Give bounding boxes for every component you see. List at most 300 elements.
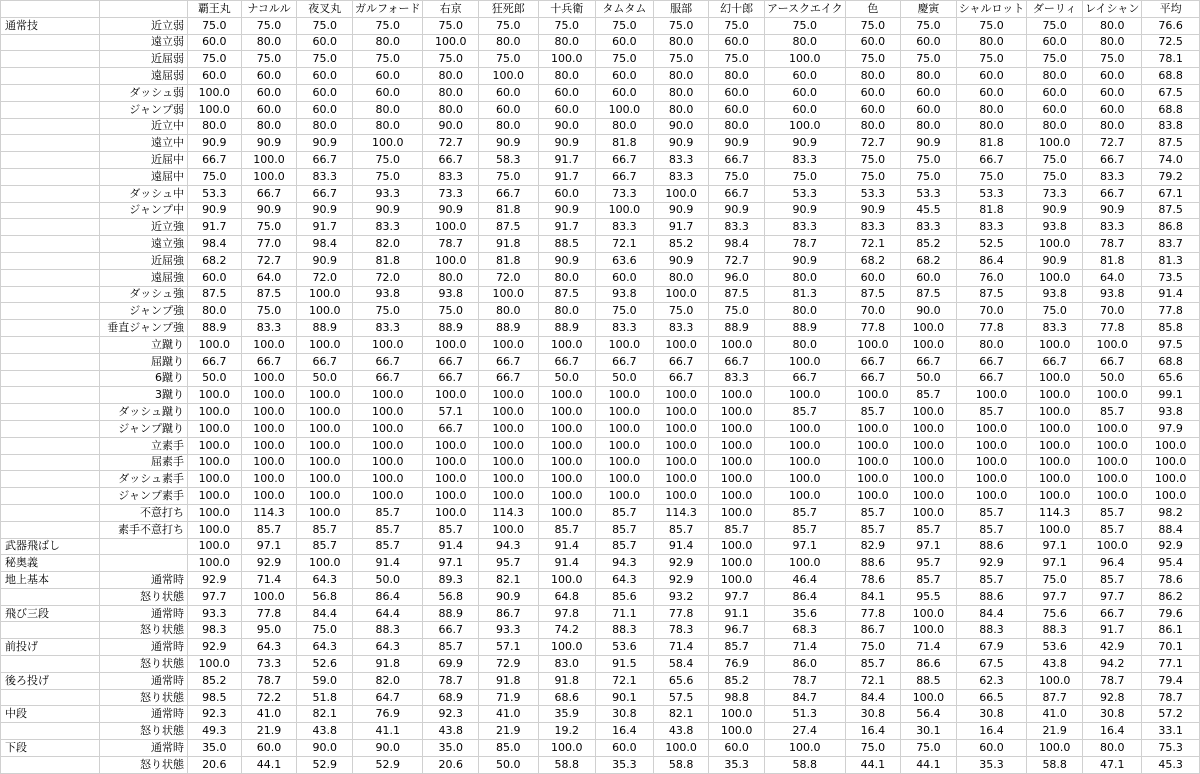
value-cell[interactable]: 95.7 <box>479 555 538 572</box>
value-cell[interactable]: 83.3 <box>709 219 765 236</box>
category-cell[interactable] <box>1 185 100 202</box>
value-cell[interactable]: 100.0 <box>188 538 242 555</box>
value-cell[interactable]: 52.9 <box>353 756 423 773</box>
value-cell[interactable]: 97.9 <box>1142 420 1200 437</box>
value-cell[interactable]: 85.7 <box>297 538 353 555</box>
value-cell[interactable]: 80.0 <box>653 68 709 85</box>
value-cell[interactable]: 75.0 <box>653 17 709 34</box>
value-cell[interactable]: 100.0 <box>188 504 242 521</box>
value-cell[interactable]: 90.9 <box>764 135 845 152</box>
column-header[interactable]: 幻十郎 <box>709 1 765 18</box>
value-cell[interactable]: 100.0 <box>709 555 765 572</box>
value-cell[interactable]: 63.6 <box>596 252 654 269</box>
move-name-cell[interactable]: 通常時 <box>100 605 188 622</box>
value-cell[interactable]: 100.0 <box>479 68 538 85</box>
value-cell[interactable]: 75.0 <box>1027 168 1083 185</box>
value-cell[interactable]: 100.0 <box>1027 454 1083 471</box>
value-cell[interactable]: 75.0 <box>297 17 353 34</box>
value-cell[interactable]: 84.4 <box>297 605 353 622</box>
move-name-cell[interactable]: 怒り状態 <box>100 689 188 706</box>
column-header[interactable]: アースクエイク <box>764 1 845 18</box>
value-cell[interactable]: 100.0 <box>709 572 765 589</box>
value-cell[interactable]: 100.0 <box>1027 387 1083 404</box>
value-cell[interactable]: 87.5 <box>845 286 901 303</box>
value-cell[interactable]: 86.4 <box>764 588 845 605</box>
value-cell[interactable]: 58.8 <box>538 756 596 773</box>
value-cell[interactable]: 100.0 <box>1027 740 1083 757</box>
value-cell[interactable]: 67.1 <box>1142 185 1200 202</box>
value-cell[interactable]: 92.9 <box>188 572 242 589</box>
value-cell[interactable]: 81.8 <box>353 252 423 269</box>
value-cell[interactable]: 82.1 <box>653 706 709 723</box>
value-cell[interactable]: 90.9 <box>538 202 596 219</box>
value-cell[interactable]: 85.6 <box>596 588 654 605</box>
value-cell[interactable]: 83.3 <box>596 219 654 236</box>
value-cell[interactable]: 85.7 <box>956 404 1027 421</box>
value-cell[interactable]: 90.9 <box>538 252 596 269</box>
value-cell[interactable]: 30.8 <box>845 706 901 723</box>
value-cell[interactable]: 53.6 <box>1027 639 1083 656</box>
value-cell[interactable]: 45.3 <box>1142 756 1200 773</box>
value-cell[interactable]: 100.0 <box>297 404 353 421</box>
value-cell[interactable]: 86.8 <box>1142 219 1200 236</box>
value-cell[interactable]: 41.0 <box>241 706 297 723</box>
value-cell[interactable]: 100.0 <box>956 437 1027 454</box>
value-cell[interactable]: 97.7 <box>188 588 242 605</box>
value-cell[interactable]: 44.1 <box>901 756 957 773</box>
value-cell[interactable]: 91.4 <box>653 538 709 555</box>
value-cell[interactable]: 52.6 <box>297 656 353 673</box>
value-cell[interactable]: 68.2 <box>901 252 957 269</box>
value-cell[interactable]: 100.0 <box>538 504 596 521</box>
value-cell[interactable]: 80.0 <box>353 118 423 135</box>
value-cell[interactable]: 44.1 <box>845 756 901 773</box>
value-cell[interactable]: 81.3 <box>764 286 845 303</box>
value-cell[interactable]: 100.0 <box>538 336 596 353</box>
value-cell[interactable]: 85.7 <box>709 639 765 656</box>
value-cell[interactable]: 60.0 <box>241 740 297 757</box>
value-cell[interactable]: 80.0 <box>709 68 765 85</box>
move-name-cell[interactable]: 近立弱 <box>100 17 188 34</box>
column-header[interactable]: ダーリィ <box>1027 1 1083 18</box>
value-cell[interactable]: 75.0 <box>353 303 423 320</box>
category-cell[interactable]: 通常技 <box>1 17 100 34</box>
value-cell[interactable]: 75.0 <box>241 303 297 320</box>
value-cell[interactable]: 100.0 <box>241 404 297 421</box>
value-cell[interactable]: 75.0 <box>1027 17 1083 34</box>
value-cell[interactable]: 75.0 <box>709 17 765 34</box>
value-cell[interactable]: 100.0 <box>479 420 538 437</box>
value-cell[interactable]: 51.8 <box>297 689 353 706</box>
value-cell[interactable]: 83.3 <box>901 219 957 236</box>
value-cell[interactable]: 100.0 <box>901 689 957 706</box>
value-cell[interactable]: 100.0 <box>1083 454 1142 471</box>
value-cell[interactable]: 97.1 <box>1027 555 1083 572</box>
move-name-cell[interactable]: 3蹴り <box>100 387 188 404</box>
value-cell[interactable]: 90.9 <box>297 135 353 152</box>
value-cell[interactable]: 100.0 <box>353 471 423 488</box>
value-cell[interactable]: 91.8 <box>353 656 423 673</box>
value-cell[interactable]: 60.0 <box>188 34 242 51</box>
value-cell[interactable]: 96.4 <box>1083 555 1142 572</box>
value-cell[interactable]: 100.0 <box>653 286 709 303</box>
value-cell[interactable]: 100.0 <box>241 387 297 404</box>
value-cell[interactable]: 85.2 <box>188 672 242 689</box>
move-name-cell[interactable]: ダッシュ弱 <box>100 84 188 101</box>
value-cell[interactable]: 72.0 <box>479 269 538 286</box>
value-cell[interactable]: 80.0 <box>845 68 901 85</box>
value-cell[interactable]: 100.0 <box>188 84 242 101</box>
category-cell[interactable] <box>1 353 100 370</box>
value-cell[interactable]: 70.0 <box>1083 303 1142 320</box>
value-cell[interactable]: 100.0 <box>956 471 1027 488</box>
value-cell[interactable]: 100.0 <box>353 336 423 353</box>
value-cell[interactable]: 78.7 <box>1083 236 1142 253</box>
value-cell[interactable]: 75.0 <box>596 51 654 68</box>
value-cell[interactable]: 100.0 <box>423 336 479 353</box>
move-name-cell[interactable]: 遠立強 <box>100 236 188 253</box>
value-cell[interactable]: 83.3 <box>653 168 709 185</box>
value-cell[interactable]: 97.1 <box>423 555 479 572</box>
value-cell[interactable]: 100.0 <box>241 168 297 185</box>
value-cell[interactable]: 83.3 <box>956 219 1027 236</box>
value-cell[interactable]: 100.0 <box>479 471 538 488</box>
value-cell[interactable]: 100.0 <box>538 639 596 656</box>
value-cell[interactable]: 100.0 <box>241 336 297 353</box>
value-cell[interactable]: 86.0 <box>764 656 845 673</box>
value-cell[interactable]: 93.8 <box>1083 286 1142 303</box>
value-cell[interactable]: 92.8 <box>1083 689 1142 706</box>
value-cell[interactable]: 87.7 <box>1027 689 1083 706</box>
value-cell[interactable]: 85.7 <box>353 521 423 538</box>
value-cell[interactable]: 53.3 <box>188 185 242 202</box>
value-cell[interactable]: 100.0 <box>596 202 654 219</box>
value-cell[interactable]: 43.8 <box>653 723 709 740</box>
move-name-cell[interactable]: ダッシュ中 <box>100 185 188 202</box>
value-cell[interactable]: 100.0 <box>709 723 765 740</box>
value-cell[interactable]: 88.6 <box>956 538 1027 555</box>
value-cell[interactable]: 64.3 <box>241 639 297 656</box>
value-cell[interactable]: 16.4 <box>845 723 901 740</box>
value-cell[interactable]: 43.8 <box>423 723 479 740</box>
value-cell[interactable]: 75.0 <box>709 303 765 320</box>
value-cell[interactable]: 93.8 <box>1142 404 1200 421</box>
value-cell[interactable]: 100.0 <box>596 437 654 454</box>
value-cell[interactable]: 80.0 <box>764 269 845 286</box>
value-cell[interactable]: 100.0 <box>596 387 654 404</box>
value-cell[interactable]: 72.5 <box>1142 34 1200 51</box>
value-cell[interactable]: 94.3 <box>596 555 654 572</box>
category-cell[interactable] <box>1 723 100 740</box>
value-cell[interactable]: 100.0 <box>479 336 538 353</box>
value-cell[interactable]: 35.6 <box>764 605 845 622</box>
value-cell[interactable]: 77.8 <box>1083 320 1142 337</box>
value-cell[interactable]: 60.0 <box>1027 84 1083 101</box>
value-cell[interactable]: 66.7 <box>297 353 353 370</box>
value-cell[interactable]: 100.0 <box>764 387 845 404</box>
value-cell[interactable]: 100.0 <box>297 387 353 404</box>
move-name-cell[interactable]: 怒り状態 <box>100 723 188 740</box>
value-cell[interactable]: 100.0 <box>709 387 765 404</box>
value-cell[interactable]: 100.0 <box>653 387 709 404</box>
value-cell[interactable]: 75.0 <box>956 51 1027 68</box>
value-cell[interactable]: 80.0 <box>1083 740 1142 757</box>
value-cell[interactable]: 60.0 <box>297 34 353 51</box>
value-cell[interactable]: 30.8 <box>1083 706 1142 723</box>
value-cell[interactable]: 93.8 <box>1027 286 1083 303</box>
value-cell[interactable]: 85.7 <box>764 404 845 421</box>
value-cell[interactable]: 83.3 <box>764 152 845 169</box>
value-cell[interactable]: 80.0 <box>596 118 654 135</box>
value-cell[interactable]: 85.7 <box>764 521 845 538</box>
value-cell[interactable]: 75.0 <box>845 17 901 34</box>
value-cell[interactable]: 52.9 <box>297 756 353 773</box>
value-cell[interactable]: 80.0 <box>188 303 242 320</box>
value-cell[interactable]: 85.7 <box>596 504 654 521</box>
value-cell[interactable]: 56.8 <box>423 588 479 605</box>
category-cell[interactable] <box>1 252 100 269</box>
value-cell[interactable]: 86.1 <box>1142 622 1200 639</box>
value-cell[interactable]: 74.2 <box>538 622 596 639</box>
value-cell[interactable]: 90.9 <box>709 135 765 152</box>
value-cell[interactable]: 100.0 <box>241 152 297 169</box>
value-cell[interactable]: 90.0 <box>901 303 957 320</box>
value-cell[interactable]: 100.0 <box>188 437 242 454</box>
value-cell[interactable]: 73.5 <box>1142 269 1200 286</box>
value-cell[interactable]: 100.0 <box>479 454 538 471</box>
value-cell[interactable]: 66.7 <box>479 370 538 387</box>
value-cell[interactable]: 75.0 <box>188 51 242 68</box>
value-cell[interactable]: 81.8 <box>479 202 538 219</box>
value-cell[interactable]: 72.1 <box>596 236 654 253</box>
value-cell[interactable]: 85.7 <box>423 521 479 538</box>
value-cell[interactable]: 91.7 <box>538 152 596 169</box>
value-cell[interactable]: 66.7 <box>423 353 479 370</box>
value-cell[interactable]: 78.7 <box>764 672 845 689</box>
value-cell[interactable]: 91.7 <box>188 219 242 236</box>
value-cell[interactable]: 35.3 <box>596 756 654 773</box>
value-cell[interactable]: 60.0 <box>596 34 654 51</box>
value-cell[interactable]: 100.0 <box>709 437 765 454</box>
value-cell[interactable]: 80.0 <box>764 303 845 320</box>
value-cell[interactable]: 75.0 <box>901 152 957 169</box>
value-cell[interactable]: 80.0 <box>956 101 1027 118</box>
column-header[interactable]: タムタム <box>596 1 654 18</box>
value-cell[interactable]: 71.4 <box>901 639 957 656</box>
value-cell[interactable]: 90.9 <box>479 135 538 152</box>
value-cell[interactable]: 100.0 <box>297 437 353 454</box>
value-cell[interactable]: 66.7 <box>538 353 596 370</box>
value-cell[interactable]: 85.7 <box>423 639 479 656</box>
value-cell[interactable]: 60.0 <box>241 84 297 101</box>
value-cell[interactable]: 100.0 <box>596 404 654 421</box>
value-cell[interactable]: 88.9 <box>423 605 479 622</box>
value-cell[interactable]: 100.0 <box>709 488 765 505</box>
value-cell[interactable]: 64.3 <box>353 639 423 656</box>
value-cell[interactable]: 53.3 <box>956 185 1027 202</box>
value-cell[interactable]: 80.0 <box>1027 118 1083 135</box>
value-cell[interactable]: 68.8 <box>1142 101 1200 118</box>
value-cell[interactable]: 100.0 <box>188 656 242 673</box>
value-cell[interactable]: 82.0 <box>353 672 423 689</box>
value-cell[interactable]: 67.9 <box>956 639 1027 656</box>
value-cell[interactable]: 79.6 <box>1142 605 1200 622</box>
value-cell[interactable]: 100.0 <box>956 488 1027 505</box>
value-cell[interactable]: 67.5 <box>956 656 1027 673</box>
value-cell[interactable]: 80.0 <box>353 34 423 51</box>
value-cell[interactable]: 60.0 <box>241 101 297 118</box>
value-cell[interactable]: 100.0 <box>764 353 845 370</box>
value-cell[interactable]: 100.0 <box>901 420 957 437</box>
value-cell[interactable]: 100.0 <box>764 420 845 437</box>
value-cell[interactable]: 100.0 <box>1027 336 1083 353</box>
value-cell[interactable]: 56.4 <box>901 706 957 723</box>
value-cell[interactable]: 73.3 <box>241 656 297 673</box>
category-cell[interactable] <box>1 404 100 421</box>
value-cell[interactable]: 60.0 <box>353 84 423 101</box>
move-name-cell[interactable]: 素手不意打ち <box>100 521 188 538</box>
value-cell[interactable]: 90.9 <box>653 252 709 269</box>
value-cell[interactable]: 93.8 <box>1027 219 1083 236</box>
value-cell[interactable]: 92.3 <box>423 706 479 723</box>
value-cell[interactable]: 93.3 <box>479 622 538 639</box>
value-cell[interactable]: 100.0 <box>653 404 709 421</box>
value-cell[interactable]: 60.0 <box>596 68 654 85</box>
value-cell[interactable]: 86.4 <box>956 252 1027 269</box>
value-cell[interactable]: 82.0 <box>353 236 423 253</box>
value-cell[interactable]: 100.0 <box>1027 420 1083 437</box>
value-cell[interactable]: 64.8 <box>538 588 596 605</box>
value-cell[interactable]: 16.4 <box>956 723 1027 740</box>
value-cell[interactable]: 66.7 <box>188 152 242 169</box>
value-cell[interactable]: 93.8 <box>423 286 479 303</box>
value-cell[interactable]: 66.7 <box>353 353 423 370</box>
move-name-cell[interactable]: 立蹴り <box>100 336 188 353</box>
value-cell[interactable]: 100.0 <box>353 135 423 152</box>
value-cell[interactable]: 75.0 <box>423 17 479 34</box>
value-cell[interactable]: 41.0 <box>479 706 538 723</box>
value-cell[interactable]: 100.0 <box>188 555 242 572</box>
value-cell[interactable]: 90.9 <box>241 202 297 219</box>
value-cell[interactable]: 50.0 <box>1083 370 1142 387</box>
value-cell[interactable]: 20.6 <box>423 756 479 773</box>
value-cell[interactable]: 72.1 <box>845 672 901 689</box>
value-cell[interactable]: 75.0 <box>1083 51 1142 68</box>
category-cell[interactable] <box>1 68 100 85</box>
value-cell[interactable]: 77.0 <box>241 236 297 253</box>
value-cell[interactable]: 91.4 <box>423 538 479 555</box>
value-cell[interactable]: 85.7 <box>538 521 596 538</box>
column-header[interactable]: 覇王丸 <box>188 1 242 18</box>
value-cell[interactable]: 90.9 <box>653 202 709 219</box>
value-cell[interactable]: 88.3 <box>353 622 423 639</box>
category-cell[interactable] <box>1 101 100 118</box>
value-cell[interactable]: 60.0 <box>764 84 845 101</box>
value-cell[interactable]: 80.0 <box>538 269 596 286</box>
value-cell[interactable]: 100.0 <box>297 420 353 437</box>
value-cell[interactable]: 85.7 <box>845 656 901 673</box>
value-cell[interactable]: 70.1 <box>1142 639 1200 656</box>
value-cell[interactable]: 100.0 <box>297 555 353 572</box>
value-cell[interactable]: 80.0 <box>956 336 1027 353</box>
value-cell[interactable]: 60.0 <box>956 740 1027 757</box>
value-cell[interactable]: 100.0 <box>423 454 479 471</box>
category-cell[interactable] <box>1 84 100 101</box>
value-cell[interactable]: 81.8 <box>479 252 538 269</box>
value-cell[interactable]: 100.0 <box>596 336 654 353</box>
value-cell[interactable]: 100.0 <box>1083 387 1142 404</box>
value-cell[interactable]: 81.8 <box>956 202 1027 219</box>
value-cell[interactable]: 75.0 <box>423 303 479 320</box>
value-cell[interactable]: 64.3 <box>596 572 654 589</box>
value-cell[interactable]: 62.3 <box>956 672 1027 689</box>
value-cell[interactable]: 30.8 <box>596 706 654 723</box>
value-cell[interactable]: 60.0 <box>956 68 1027 85</box>
value-cell[interactable]: 57.1 <box>423 404 479 421</box>
value-cell[interactable]: 88.5 <box>901 672 957 689</box>
category-cell[interactable] <box>1 689 100 706</box>
value-cell[interactable]: 85.7 <box>297 521 353 538</box>
value-cell[interactable]: 97.7 <box>1083 588 1142 605</box>
value-cell[interactable]: 66.7 <box>709 185 765 202</box>
value-cell[interactable]: 80.0 <box>423 68 479 85</box>
value-cell[interactable]: 100.0 <box>901 471 957 488</box>
value-cell[interactable]: 100.0 <box>241 420 297 437</box>
value-cell[interactable]: 58.8 <box>764 756 845 773</box>
value-cell[interactable]: 66.7 <box>479 185 538 202</box>
value-cell[interactable]: 80.0 <box>423 84 479 101</box>
value-cell[interactable]: 50.0 <box>538 370 596 387</box>
category-cell[interactable] <box>1 118 100 135</box>
value-cell[interactable]: 100.0 <box>901 488 957 505</box>
value-cell[interactable]: 100.0 <box>423 488 479 505</box>
value-cell[interactable]: 78.7 <box>423 672 479 689</box>
value-cell[interactable]: 91.4 <box>538 555 596 572</box>
value-cell[interactable]: 100.0 <box>297 471 353 488</box>
value-cell[interactable]: 64.7 <box>353 689 423 706</box>
value-cell[interactable]: 71.9 <box>479 689 538 706</box>
value-cell[interactable]: 78.7 <box>241 672 297 689</box>
value-cell[interactable]: 100.0 <box>764 454 845 471</box>
move-name-cell[interactable]: ジャンプ中 <box>100 202 188 219</box>
value-cell[interactable]: 90.0 <box>538 118 596 135</box>
value-cell[interactable]: 91.8 <box>479 236 538 253</box>
value-cell[interactable]: 83.0 <box>538 656 596 673</box>
value-cell[interactable]: 100.0 <box>764 555 845 572</box>
value-cell[interactable]: 60.0 <box>1083 101 1142 118</box>
value-cell[interactable]: 71.4 <box>653 639 709 656</box>
value-cell[interactable]: 100.0 <box>956 454 1027 471</box>
value-cell[interactable]: 60.0 <box>297 101 353 118</box>
value-cell[interactable]: 90.0 <box>653 118 709 135</box>
value-cell[interactable]: 80.0 <box>241 118 297 135</box>
value-cell[interactable]: 90.9 <box>1027 202 1083 219</box>
value-cell[interactable]: 89.3 <box>423 572 479 589</box>
value-cell[interactable]: 66.7 <box>1083 605 1142 622</box>
value-cell[interactable]: 16.4 <box>596 723 654 740</box>
value-cell[interactable]: 100.0 <box>538 387 596 404</box>
value-cell[interactable]: 60.0 <box>845 269 901 286</box>
value-cell[interactable]: 100.0 <box>353 437 423 454</box>
value-cell[interactable]: 66.7 <box>956 353 1027 370</box>
value-cell[interactable]: 42.9 <box>1083 639 1142 656</box>
value-cell[interactable]: 100.0 <box>709 404 765 421</box>
value-cell[interactable]: 90.9 <box>764 252 845 269</box>
value-cell[interactable]: 100.0 <box>188 101 242 118</box>
category-cell[interactable] <box>1 504 100 521</box>
value-cell[interactable]: 80.0 <box>353 101 423 118</box>
value-cell[interactable]: 97.8 <box>538 605 596 622</box>
